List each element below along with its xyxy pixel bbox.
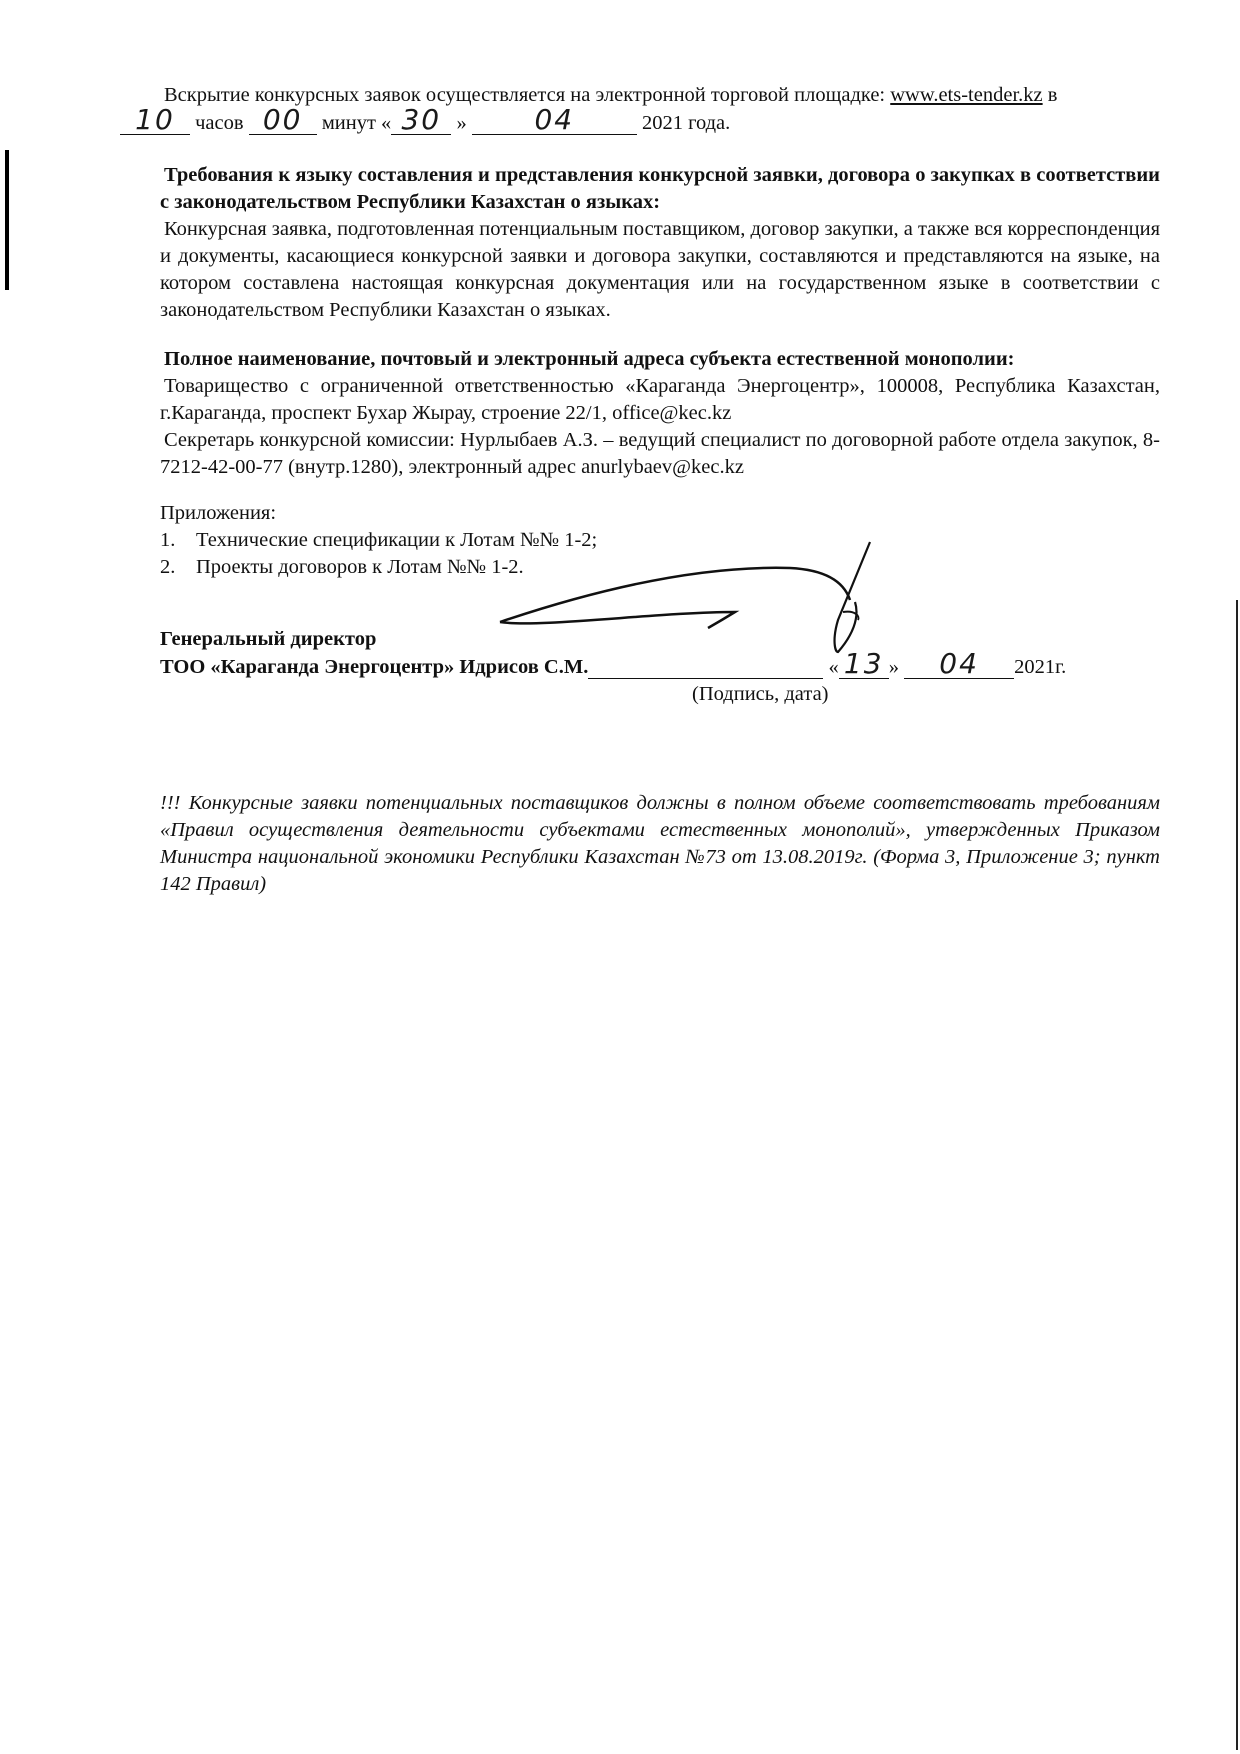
secretary-info: Секретарь конкурсной комиссии: Нурлыбаев А.З. – ведущий специалист по договорной работе отдела закупок, 8-7212-42-00-77 (внутр.1280), электронный адрес anurlybaev@kec.kz bbox=[160, 429, 1160, 478]
month-field: 04 bbox=[472, 109, 637, 135]
minutes-field: 00 bbox=[249, 109, 317, 135]
scan-artifact-right bbox=[1236, 600, 1238, 1750]
monopoly-heading: Полное наименование, почтовый и электронный адреса субъекта естественной монополии: bbox=[164, 348, 1015, 370]
signer-name: ТОО «Караганда Энергоцентр» Идрисов С.М. bbox=[160, 656, 589, 678]
attachment-item: 2. Проекты договоров к Лотам №№ 1-2. bbox=[160, 556, 524, 578]
signature-field bbox=[588, 656, 823, 679]
signer-line: ТОО «Караганда Энергоцентр» Идрисов С.М. « 13 » 04 2021г. bbox=[160, 647, 1067, 680]
compliance-note: !!! Конкурсные заявки потенциальных поставщиков должны в полном объеме соответствовать требованиям «Правил осуществления деятельности субъектами естественных монополий», утвержденных Приказом Министра национальной экономики Республики Казахстан №73 от 13.08.2019г. (Форма 3, Приложение 3; пункт 142 Правил) bbox=[160, 792, 1160, 895]
opening-line: Вскрытие конкурсных заявок осуществляется на электронной торговой площадке: www.ets-tender.kz в bbox=[164, 84, 1058, 106]
monopoly-address: Товарищество с ограниченной ответственностью «Караганда Энергоцентр», 100008, Республика Казахстан, г.Караганда, проспект Бухар Жырау, строение 22/1, office@kec.kz bbox=[160, 375, 1160, 424]
attachment-item: 1. Технические спецификации к Лотам №№ 1-2; bbox=[160, 529, 598, 551]
language-section bbox=[160, 162, 1160, 324]
opening-section bbox=[135, 82, 1160, 137]
language-body: Конкурсная заявка, подготовленная потенциальным поставщиком, договор закупки, а также вся корреспонденция и документы, касающиеся конкурсной заявки и договора закупки, составляются и представляются на языке, на котором составлена настоящая конкурсная документация или на государственном языке в соответствии с законодательством Республики Казахстан о языках. bbox=[160, 218, 1160, 321]
language-heading: Требования к языку составления и представления конкурсной заявки, договора о закупках в соответствии с законодательством Республики Казахстан о языках: bbox=[160, 164, 1160, 213]
signature-block bbox=[160, 626, 1160, 708]
day-field: 30 bbox=[391, 109, 451, 135]
signature-caption: (Подпись, дата) bbox=[692, 683, 829, 705]
tender-site-link[interactable]: www.ets-tender.kz bbox=[890, 84, 1043, 106]
sign-month-field: 04 bbox=[904, 653, 1014, 679]
scan-artifact-left bbox=[5, 150, 9, 290]
hour-field: 10 bbox=[120, 109, 190, 135]
sign-day-field: 13 bbox=[839, 653, 889, 679]
monopoly-section bbox=[160, 346, 1160, 481]
attachments-title: Приложения: bbox=[160, 502, 277, 524]
signer-position: Генеральный директор bbox=[160, 628, 377, 650]
opening-datetime: 10 часов 00 минут « 30 » 04 2021 года. bbox=[120, 109, 1160, 137]
